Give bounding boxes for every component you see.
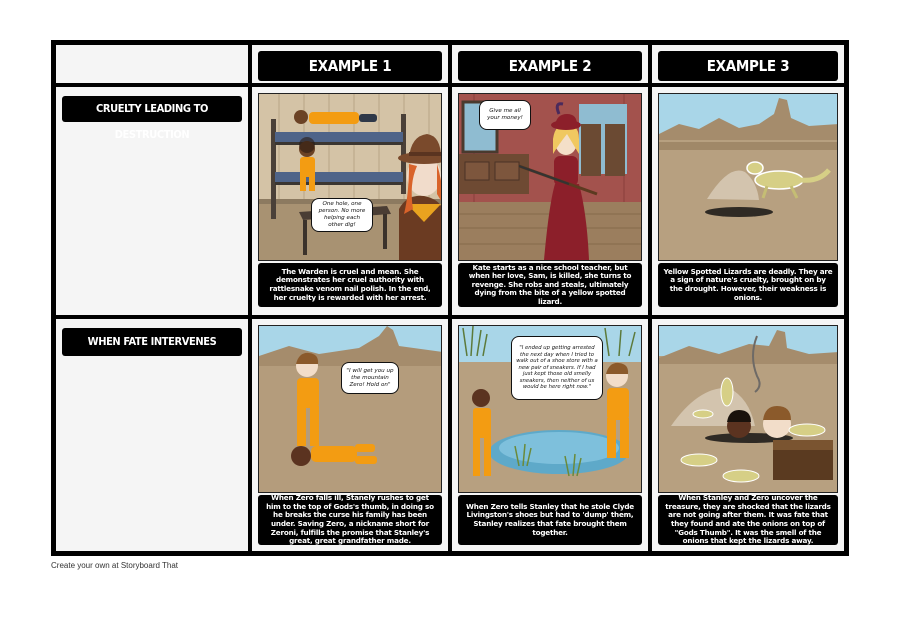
caption-r1-c3: Yellow Spotted Lizards are deadly. They are a sign of nature's cruelty, brought on by the drought. However, their weakness is onions. <box>658 263 838 307</box>
row-header-cruelty: CRUELTY LEADING TO DESTRUCTION <box>62 96 242 122</box>
footer-credit-link[interactable]: Create your own at Storyboard That <box>51 561 179 570</box>
panel-r1-c1 <box>252 87 448 315</box>
column-header-cell-3 <box>652 45 844 83</box>
bunkhouse-illustration-icon <box>259 94 442 260</box>
panel-r2-c3 <box>652 319 844 551</box>
caption-r2-c2: When Zero tells Stanley that he stole Clyde Livingston's shoes but had to 'dump' them, Stanley realizes that fate brought them together. <box>458 495 642 545</box>
speech-bubble-zero: "I ended up getting arrested the next day when I tried to walk out of a shoe store with a new pair of sneakers. If I had just kept those old smelly sneakers, then neither of us would be here right now." <box>511 336 603 400</box>
scene-desert-rescue <box>258 325 442 493</box>
caption-r2-c3: When Stanley and Zero uncover the treasure, they are shocked that the lizards are not going after them. It was fate that they found and ate the onions on top of "Gods Thumb". It was the smell of the onions that kept the lizards away. <box>658 495 838 545</box>
row-header-fate: WHEN FATE INTERVENES <box>62 328 242 356</box>
scene-mountain-pond <box>458 325 642 493</box>
panel-r1-c3 <box>652 87 844 315</box>
storyboard-grid <box>51 40 849 556</box>
panel-r2-c1 <box>252 319 448 551</box>
treasure-lizards-illustration-icon <box>659 326 838 492</box>
scene-desert-lizard <box>658 93 838 261</box>
row-header-cell-2 <box>56 319 248 551</box>
caption-r1-c1: The Warden is cruel and mean. She demonstrates her cruel authority with rattlesnake venom nail polish. In the end, her cruelty is rewarded with her arrest. <box>258 263 442 307</box>
caption-r1-c2: Kate starts as a nice school teacher, but when her love, Sam, is killed, she turns to revenge. She robs and steals, ultimately dying from the bite of a yellow spotted lizard. <box>458 263 642 307</box>
column-header-example-1: EXAMPLE 1 <box>258 51 442 81</box>
corner-cell <box>56 45 248 83</box>
column-header-example-2: EXAMPLE 2 <box>458 51 642 81</box>
speech-bubble-kate: Give me all your money! <box>479 100 531 130</box>
desert-lizard-illustration-icon <box>659 94 838 260</box>
desert-rescue-illustration-icon <box>259 326 442 492</box>
scene-treasure-lizards <box>658 325 838 493</box>
scene-bunkhouse <box>258 93 442 261</box>
column-header-cell-1 <box>252 45 448 83</box>
panel-r2-c2 <box>452 319 648 551</box>
column-header-example-3: EXAMPLE 3 <box>658 51 838 81</box>
column-header-cell-2 <box>452 45 648 83</box>
speech-bubble-stanley: "I will get you up the mountain Zero! Hold on" <box>341 362 399 394</box>
scene-schoolhouse <box>458 93 642 261</box>
speech-bubble-warden: One hole, one person. No more helping each other dig! <box>311 198 373 232</box>
row-header-cell-1 <box>56 87 248 315</box>
caption-r2-c1: When Zero falls ill, Stanely rushes to get him to the top of Gods's thumb, in doing so he breaks the curse his family has been under. Saving Zero, a nickname short for Zeroni, fulfills the promise that Stanley's great, great grandfather made. <box>258 495 442 545</box>
panel-r1-c2 <box>452 87 648 315</box>
